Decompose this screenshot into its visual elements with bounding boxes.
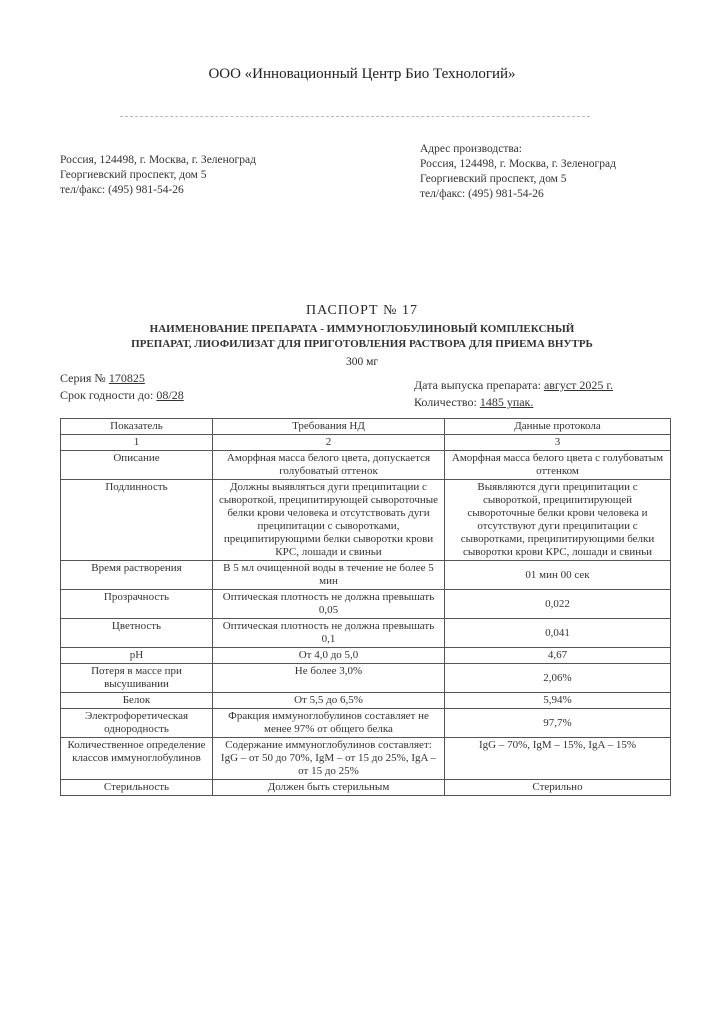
result-cell: 2,06% [445,664,671,693]
requirement-cell: От 4,0 до 5,0 [213,648,445,664]
production-address-line: Россия, 124498, г. Москва, г. Зеленоград [420,158,616,170]
quantity-value: 1485 упак. [479,395,534,409]
product-name [40,322,684,352]
table-row [61,590,671,619]
result-cell: 5,94% [445,693,671,709]
result-cell: 01 мин 00 сек [445,561,671,590]
param-cell: Цветность [61,619,213,648]
requirement-cell: Оптическая плотность не должна превышать 0,05 [213,590,445,619]
table-row [61,780,671,796]
release-label: Дата выпуска препарата: [414,378,541,392]
param-cell: Стерильность [61,780,213,796]
production-address-line: Георгиевский проспект, дом 5 [420,173,567,185]
table-row [61,648,671,664]
result-cell: 4,67 [445,648,671,664]
table-row [61,561,671,590]
production-address-label: Адрес производства: [420,143,522,155]
production-address [420,142,616,202]
company-name: ООО «Инновационный Центр Био Технологий» [208,66,516,82]
requirement-cell: В 5 мл очищенной воды в течение не более 5 мин [213,561,445,590]
param-cell: Белок [61,693,213,709]
table-row [61,480,671,561]
product-name-line: НАИМЕНОВАНИЕ ПРЕПАРАТА - ИММУНОГЛОБУЛИНОВЫЙ КОМПЛЕКСНЫЙ [149,323,575,335]
result-cell: 0,041 [445,619,671,648]
param-cell: Прозрачность [61,590,213,619]
column-header: Данные протокола [445,419,671,435]
table-row [61,451,671,480]
param-cell: Время растворения [61,561,213,590]
legal-address [60,153,256,198]
column-number: 3 [445,435,671,451]
passport-title: ПАСПОРТ № 17 [306,303,418,318]
requirement-cell: Оптическая плотность не должна превышать 0,1 [213,619,445,648]
result-cell: IgG – 70%, IgM – 15%, IgA – 15% [445,738,671,780]
param-cell: Описание [61,451,213,480]
column-number: 1 [61,435,213,451]
expiry-label: Срок годности до: [60,388,154,402]
legal-address-line: Георгиевский проспект, дом 5 [60,169,207,181]
table-row [61,693,671,709]
table-header-row [61,419,671,435]
expiry-value: 08/28 [156,388,184,402]
table-row [61,664,671,693]
production-address-line: тел/факс: (495) 981-54-26 [420,188,544,200]
result-cell: Аморфная масса белого цвета с голубоватым оттенком [445,451,671,480]
product-dose: 300 мг [345,356,379,368]
column-header: Требования НД [213,419,445,435]
requirement-cell: Аморфная масса белого цвета, допускается голубоватый оттенок [213,451,445,480]
requirement-cell: Не более 3,0% [213,664,445,693]
quality-table [60,418,671,796]
table-row [61,709,671,738]
param-cell: Электрофоретическая однородность [61,709,213,738]
result-cell: Стерильно [445,780,671,796]
release-value: август 2025 г. [543,378,613,392]
legal-address-line: тел/факс: (495) 981-54-26 [60,184,184,196]
requirement-cell: От 5,5 до 6,5% [213,693,445,709]
product-name-line: ПРЕПАРАТ, ЛИОФИЛИЗАТ ДЛЯ ПРИГОТОВЛЕНИЯ РАСТВОРА ДЛЯ ПРИЕМА ВНУТРЬ [131,338,593,350]
table-number-row [61,435,671,451]
requirement-cell: Должны выявляться дуги преципитации с сывороткой, преципитирующей сывороточные белки крови человека и отсутствовать дуги преципитации с сыворотками, преципитирующими белки сыворотки крови КРС, лошади и свиньи [213,480,445,561]
series-block [60,370,184,404]
table-row [61,738,671,780]
param-cell: Подлинность [61,480,213,561]
requirement-cell: Содержание иммуноглобулинов составляет: IgG – от 50 до 70%, IgM – от 15 до 25%, IgA – от 15 до 25% [213,738,445,780]
table-row [61,619,671,648]
requirement-cell: Должен быть стерильным [213,780,445,796]
legal-address-line: Россия, 124498, г. Москва, г. Зеленоград [60,154,256,166]
param-cell: Потеря в массе при высушивании [61,664,213,693]
column-header: Показатель [61,419,213,435]
result-cell: 0,022 [445,590,671,619]
result-cell: 97,7% [445,709,671,738]
quantity-label: Количество: [414,395,477,409]
param-cell: Количественное определение классов иммуноглобулинов [61,738,213,780]
release-block [414,377,613,411]
series-label: Серия № [60,371,106,385]
param-cell: pH [61,648,213,664]
requirement-cell: Фракция иммуноглобулинов составляет не менее 97% от общего белка [213,709,445,738]
result-cell: Выявляются дуги преципитации с сывороткой, преципитирующей сывороточные белки крови человека и отсутствуют дуги преципитации с сыворотками, преципитирующими белки сыворотки крови КРС, лошади и свиньи [445,480,671,561]
series-value: 170825 [108,371,145,385]
column-number: 2 [213,435,445,451]
divider [120,116,590,117]
